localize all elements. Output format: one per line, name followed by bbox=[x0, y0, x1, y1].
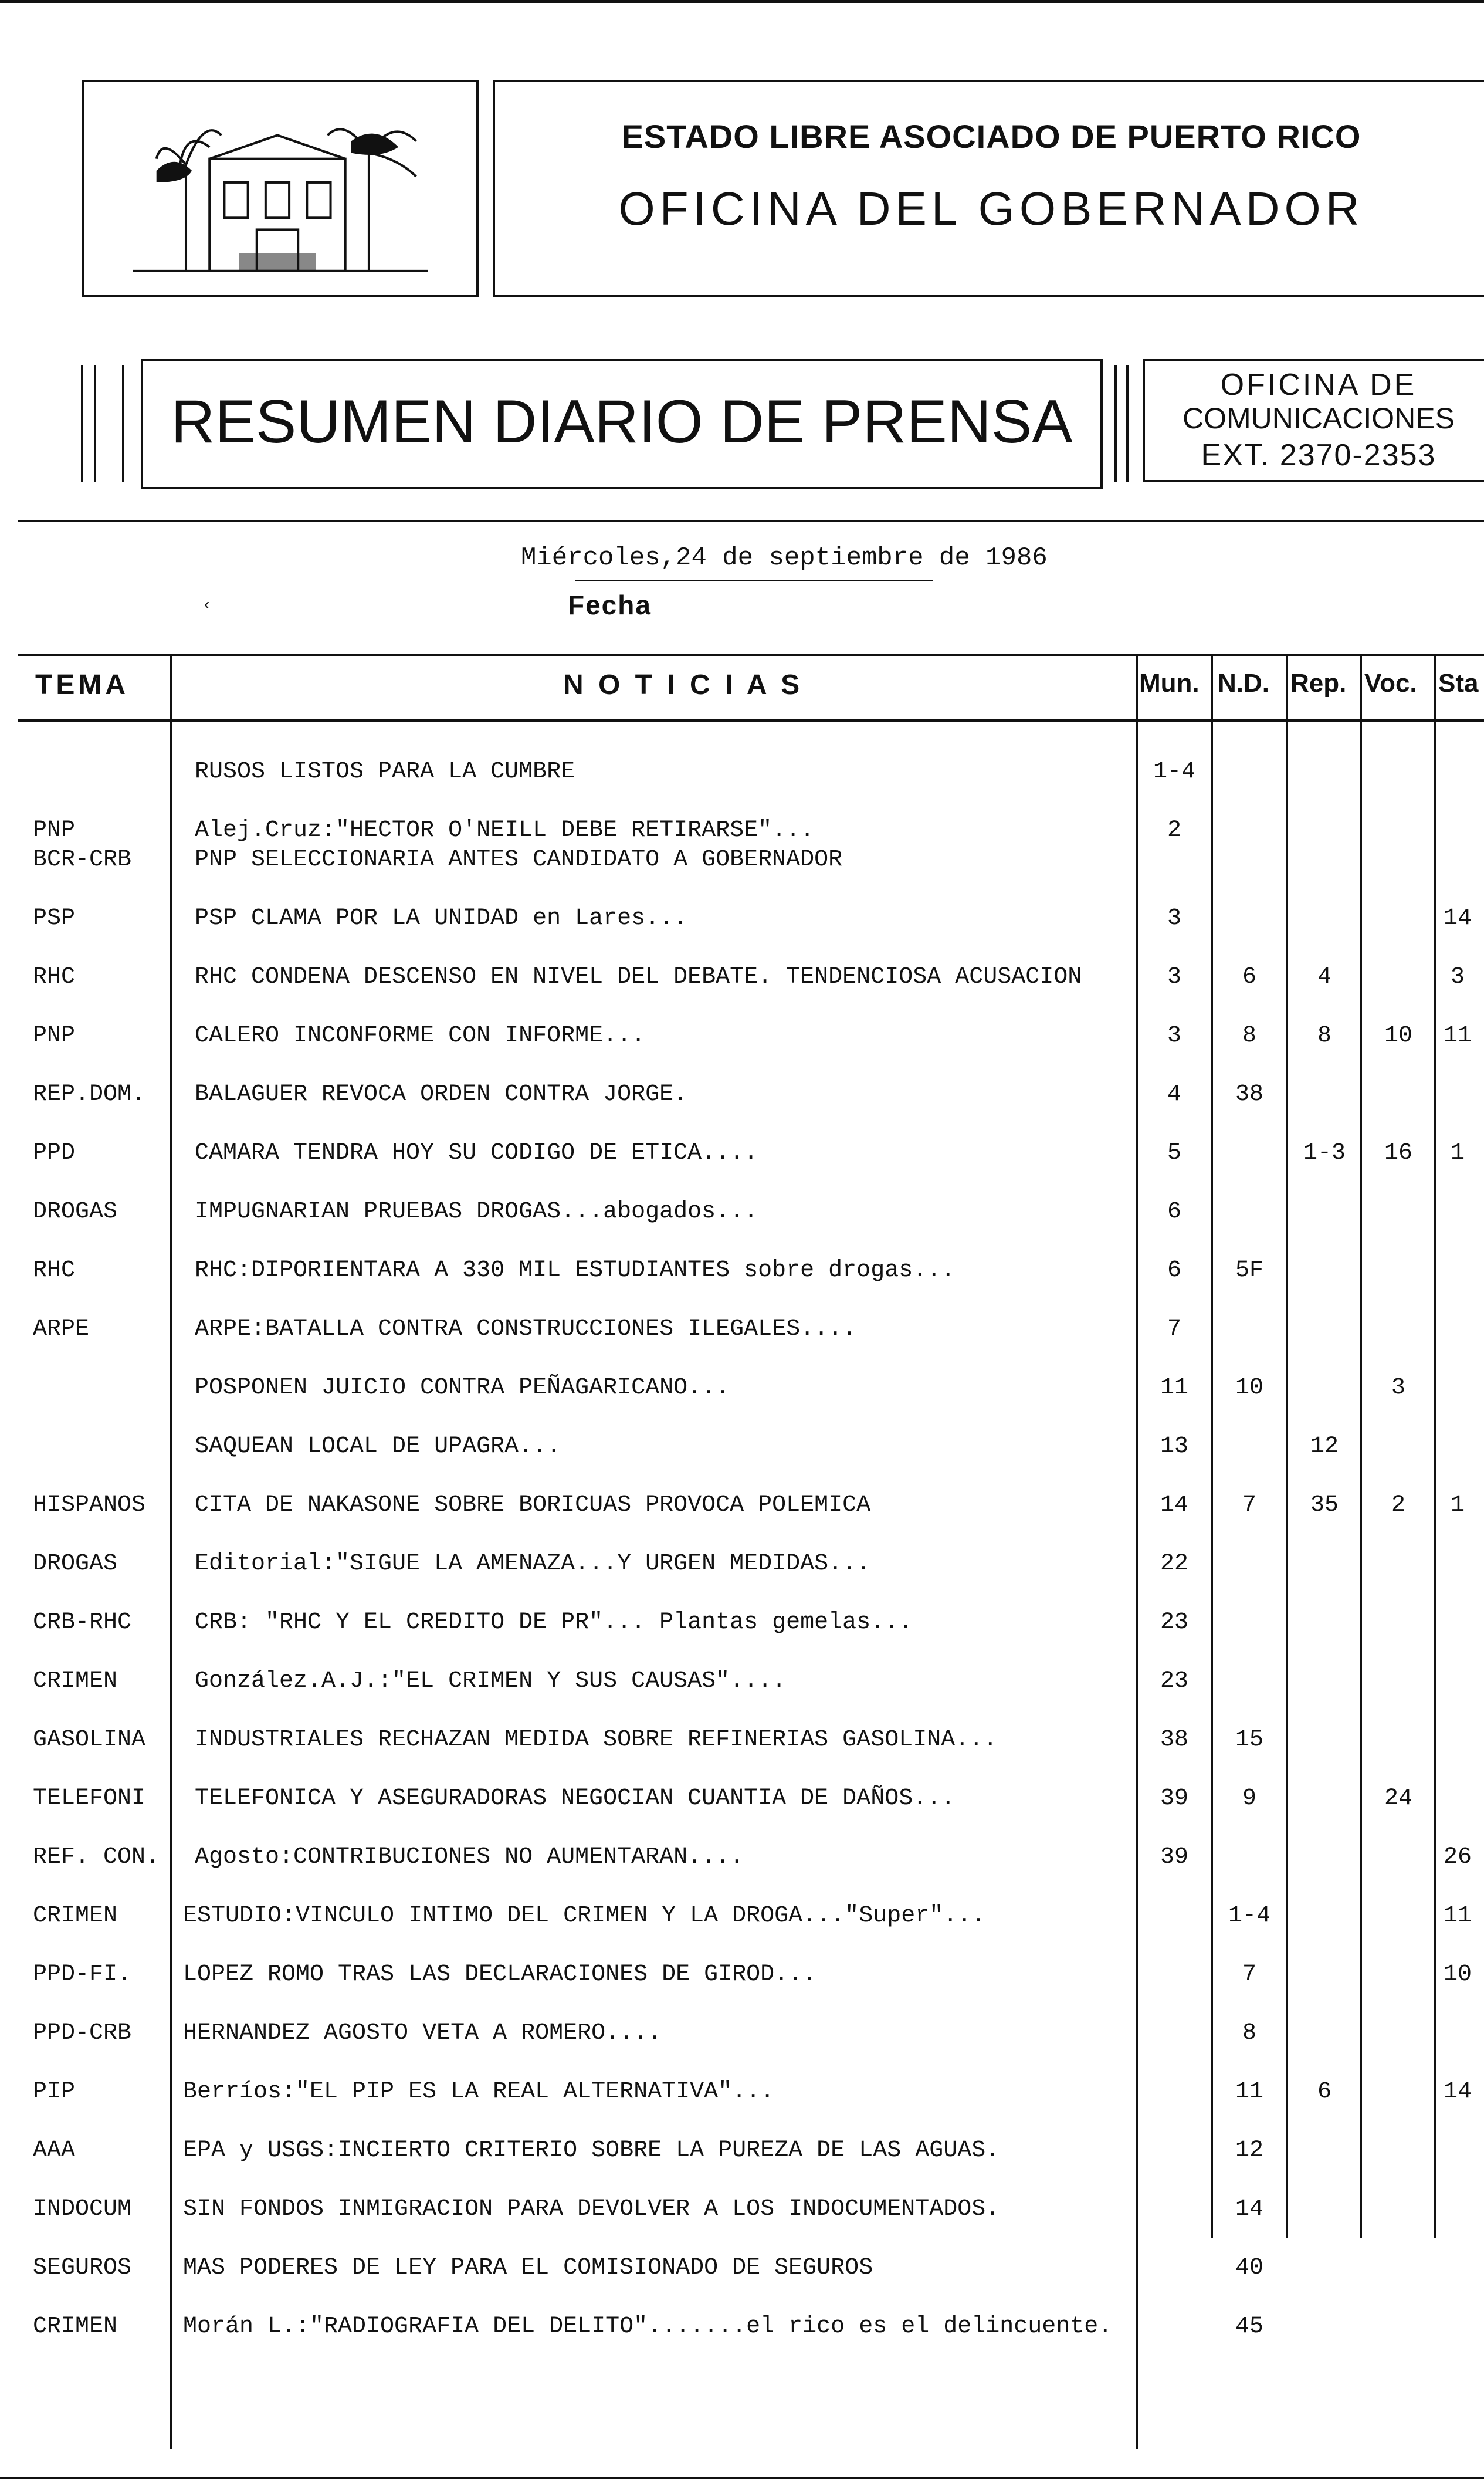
oficina-heading: OFICINA DEL GOBERNADOR bbox=[618, 182, 1364, 235]
row-mun: 13 bbox=[1160, 1433, 1188, 1460]
row-voc: 24 bbox=[1384, 1785, 1412, 1812]
row-sta: 11 bbox=[1443, 1023, 1472, 1049]
row-mun: 23 bbox=[1160, 1668, 1188, 1694]
row-tema: PNP bbox=[33, 817, 76, 844]
table-row bbox=[0, 1200, 1484, 1259]
row-tema: TELEFONI bbox=[33, 1785, 146, 1812]
row-voc: 3 bbox=[1391, 1375, 1405, 1401]
row-sta: 3 bbox=[1450, 964, 1465, 990]
row-noticia: CALERO INCONFORME CON INFORME... bbox=[195, 1023, 646, 1049]
title-rule-right-2 bbox=[1126, 365, 1129, 482]
row-noticia: RHC:DIPORIENTARA A 330 MIL ESTUDIANTES sobre drogas... bbox=[195, 1257, 956, 1284]
row-mun: 3 bbox=[1167, 964, 1181, 990]
row-tema: BCR-CRB bbox=[33, 847, 132, 873]
row-tema: GASOLINA bbox=[33, 1727, 146, 1753]
row-sta: 14 bbox=[1443, 2079, 1472, 2105]
table-row bbox=[0, 1142, 1484, 1200]
row-tema: CRIMEN bbox=[33, 2313, 118, 2340]
row-noticia: INDUSTRIALES RECHAZAN MEDIDA SOBRE REFINERIAS GASOLINA... bbox=[195, 1727, 998, 1753]
row-tema: SEGUROS bbox=[33, 2255, 132, 2281]
table-row bbox=[0, 1963, 1484, 2022]
comunicaciones-ext: EXT. 2370-2353 bbox=[1201, 438, 1436, 472]
row-noticia: SIN FONDOS INMIGRACION PARA DEVOLVER A LOS INDOCUMENTADOS. bbox=[183, 2196, 1000, 2222]
table-top-rule bbox=[18, 654, 1484, 656]
title-rule-left-3 bbox=[122, 365, 124, 482]
header-voc: Voc. bbox=[1364, 669, 1417, 698]
row-noticia: LOPEZ ROMO TRAS LAS DECLARACIONES DE GIROD... bbox=[183, 1961, 817, 1988]
row-noticia: PSP CLAMA POR LA UNIDAD en Lares... bbox=[195, 905, 688, 932]
row-nd: 15 bbox=[1235, 1727, 1263, 1753]
top-border bbox=[0, 0, 1484, 3]
row-noticia: MAS PODERES DE LEY PARA EL COMISIONADO DE SEGUROS bbox=[183, 2255, 873, 2281]
table-row bbox=[0, 1611, 1484, 1670]
row-nd: 9 bbox=[1242, 1785, 1256, 1812]
row-mun: 6 bbox=[1167, 1257, 1181, 1284]
row-mun: 3 bbox=[1167, 1023, 1181, 1049]
row-nd: 1-4 bbox=[1228, 1903, 1270, 1929]
row-tema: DROGAS bbox=[33, 1199, 118, 1225]
row-tema: DROGAS bbox=[33, 1551, 118, 1577]
row-noticia: IMPUGNARIAN PRUEBAS DROGAS...abogados... bbox=[195, 1199, 758, 1225]
row-sta: 11 bbox=[1443, 1903, 1472, 1929]
table-row bbox=[0, 2080, 1484, 2139]
estado-heading: ESTADO LIBRE ASOCIADO DE PUERTO RICO bbox=[621, 118, 1361, 155]
title-rule-right-1 bbox=[1114, 365, 1117, 482]
row-noticia: HERNANDEZ AGOSTO VETA A ROMERO.... bbox=[183, 2020, 662, 2046]
row-nd: 7 bbox=[1242, 1492, 1256, 1518]
comunicaciones-line-2: COMUNICACIONES bbox=[1183, 402, 1455, 435]
row-mun: 2 bbox=[1167, 817, 1181, 844]
row-tema: AAA bbox=[33, 2137, 76, 2164]
table-row bbox=[0, 1846, 1484, 1904]
row-nd: 14 bbox=[1235, 2196, 1263, 2222]
row-mun: 5 bbox=[1167, 1140, 1181, 1166]
row-tema: PNP bbox=[33, 1023, 76, 1049]
row-noticia: ARPE:BATALLA CONTRA CONSTRUCCIONES ILEGALES.... bbox=[195, 1316, 857, 1342]
table-row bbox=[0, 1728, 1484, 1787]
table-row bbox=[0, 1552, 1484, 1611]
table-row bbox=[0, 2315, 1484, 2374]
row-rep: 12 bbox=[1310, 1433, 1339, 1460]
row-nd: 6 bbox=[1242, 964, 1256, 990]
row-noticia: CRB: "RHC Y EL CREDITO DE PR"... Plantas gemelas... bbox=[195, 1609, 913, 1636]
header-mun: Mun. bbox=[1139, 669, 1200, 698]
row-tema: ARPE bbox=[33, 1316, 90, 1342]
row-nd: 7 bbox=[1242, 1961, 1256, 1988]
row-mun: 39 bbox=[1160, 1785, 1188, 1812]
row-noticia: CITA DE NAKASONE SOBRE BORICUAS PROVOCA POLEMICA bbox=[195, 1492, 871, 1518]
table-row bbox=[0, 2198, 1484, 2256]
row-tema: REF. CON. bbox=[33, 1844, 160, 1870]
row-rep: 6 bbox=[1317, 2079, 1331, 2105]
row-mun: 1-4 bbox=[1153, 759, 1195, 785]
stray-mark: ‹ bbox=[204, 595, 210, 613]
mansion-illustration-icon bbox=[120, 94, 441, 283]
comunicaciones-box bbox=[1143, 359, 1484, 482]
table-row bbox=[0, 1494, 1484, 1552]
row-nd: 10 bbox=[1235, 1375, 1263, 1401]
row-nd: 45 bbox=[1235, 2313, 1263, 2340]
row-tema: PPD bbox=[33, 1140, 76, 1166]
row-noticia: Berríos:"EL PIP ES LA REAL ALTERNATIVA"... bbox=[183, 2079, 775, 2105]
table-row bbox=[0, 966, 1484, 1024]
header-tema: TEMA bbox=[35, 669, 129, 701]
row-tema: PPD-FI. bbox=[33, 1961, 132, 1988]
table-row bbox=[0, 1435, 1484, 1494]
row-tema: RHC bbox=[33, 964, 76, 990]
row-mun: 6 bbox=[1167, 1199, 1181, 1225]
row-tema: HISPANOS bbox=[33, 1492, 146, 1518]
row-sta: 10 bbox=[1443, 1961, 1472, 1988]
row-mun: 14 bbox=[1160, 1492, 1188, 1518]
row-tema: CRIMEN bbox=[33, 1668, 118, 1694]
table-row bbox=[0, 2022, 1484, 2080]
header-rep: Rep. bbox=[1290, 669, 1347, 698]
table-row bbox=[0, 760, 1484, 819]
bottom-rule bbox=[0, 2477, 1484, 2479]
table-row bbox=[0, 1904, 1484, 1963]
row-noticia: POSPONEN JUICIO CONTRA PEÑAGARICANO... bbox=[195, 1375, 730, 1401]
row-sta: 1 bbox=[1450, 1140, 1465, 1166]
row-nd: 8 bbox=[1242, 2020, 1256, 2046]
date-label: Fecha bbox=[568, 590, 652, 620]
row-rep: 8 bbox=[1317, 1023, 1331, 1049]
row-noticia: CAMARA TENDRA HOY SU CODIGO DE ETICA.... bbox=[195, 1140, 758, 1166]
row-rep: 1-3 bbox=[1303, 1140, 1346, 1166]
table-row bbox=[0, 2256, 1484, 2315]
row-noticia: EPA y USGS:INCIERTO CRITERIO SOBRE LA PUREZA DE LAS AGUAS. bbox=[183, 2137, 1000, 2164]
row-tema: PPD-CRB bbox=[33, 2020, 132, 2046]
table-row bbox=[0, 1376, 1484, 1435]
header-banner bbox=[493, 80, 1484, 297]
row-mun: 38 bbox=[1160, 1727, 1188, 1753]
row-rep: 4 bbox=[1317, 964, 1331, 990]
header-noticias: N O T I C I A S bbox=[563, 669, 804, 701]
row-mun: 4 bbox=[1167, 1081, 1181, 1108]
row-voc: 10 bbox=[1384, 1023, 1412, 1049]
row-mun: 39 bbox=[1160, 1844, 1188, 1870]
table-row bbox=[0, 1083, 1484, 1142]
table-row bbox=[0, 1318, 1484, 1376]
row-noticia: Alej.Cruz:"HECTOR O'NEILL DEBE RETIRARSE"... bbox=[195, 817, 815, 844]
row-noticia: BALAGUER REVOCA ORDEN CONTRA JORGE. bbox=[195, 1081, 688, 1108]
table-row bbox=[0, 1787, 1484, 1846]
row-voc: 16 bbox=[1384, 1140, 1412, 1166]
title-rule-left-1 bbox=[81, 365, 83, 482]
row-tema: RHC bbox=[33, 1257, 76, 1284]
table-header-rule bbox=[18, 719, 1484, 722]
row-nd: 8 bbox=[1242, 1023, 1256, 1049]
comunicaciones-line-1: OFICINA DE bbox=[1220, 368, 1417, 402]
row-sta: 26 bbox=[1443, 1844, 1472, 1870]
table-row bbox=[0, 1670, 1484, 1728]
row-noticia: RUSOS LISTOS PARA LA CUMBRE bbox=[195, 759, 575, 785]
title-rule-left-2 bbox=[94, 365, 96, 482]
row-tema: PIP bbox=[33, 2079, 76, 2105]
title-box bbox=[141, 359, 1103, 489]
row-mun: 3 bbox=[1167, 905, 1181, 932]
row-rep: 35 bbox=[1310, 1492, 1339, 1518]
row-sta: 1 bbox=[1450, 1492, 1465, 1518]
row-sta: 14 bbox=[1443, 905, 1472, 932]
row-mun: 22 bbox=[1160, 1551, 1188, 1577]
row-mun: 11 bbox=[1160, 1375, 1188, 1401]
row-tema: CRIMEN bbox=[33, 1903, 118, 1929]
row-noticia: ESTUDIO:VINCULO INTIMO DEL CRIMEN Y LA DROGA..."Super"... bbox=[183, 1903, 986, 1929]
header-sta: Sta bbox=[1438, 669, 1479, 698]
row-noticia: Morán L.:"RADIOGRAFIA DEL DELITO".......el rico es el delincuente. bbox=[183, 2313, 1113, 2340]
table-row bbox=[0, 1024, 1484, 1083]
table-row bbox=[0, 1259, 1484, 1318]
row-noticia: PNP SELECCIONARIA ANTES CANDIDATO A GOBERNADOR bbox=[195, 847, 843, 873]
row-nd: 5F bbox=[1235, 1257, 1263, 1284]
row-noticia: Editorial:"SIGUE LA AMENAZA...Y URGEN MEDIDAS... bbox=[195, 1551, 871, 1577]
row-noticia: González.A.J.:"EL CRIMEN Y SUS CAUSAS".... bbox=[195, 1668, 787, 1694]
governor-house-logo bbox=[82, 80, 479, 297]
resumen-title: RESUMEN DIARIO DE PRENSA bbox=[171, 388, 1073, 456]
date-value: Miércoles,24 de septiembre de 1986 bbox=[521, 543, 1048, 573]
row-noticia: RHC CONDENA DESCENSO EN NIVEL DEL DEBATE. TENDENCIOSA ACUSACION bbox=[195, 964, 1082, 990]
row-nd: 40 bbox=[1235, 2255, 1263, 2281]
row-noticia: TELEFONICA Y ASEGURADORAS NEGOCIAN CUANTIA DE DAÑOS... bbox=[195, 1785, 956, 1812]
table-row bbox=[0, 2139, 1484, 2198]
row-nd: 38 bbox=[1235, 1081, 1263, 1108]
header-separator bbox=[18, 520, 1484, 522]
row-tema: INDOCUM bbox=[33, 2196, 132, 2222]
table-row bbox=[0, 848, 1484, 907]
table-row bbox=[0, 907, 1484, 966]
header-nd: N.D. bbox=[1218, 669, 1269, 698]
row-nd: 11 bbox=[1235, 2079, 1263, 2105]
row-voc: 2 bbox=[1391, 1492, 1405, 1518]
row-tema: CRB-RHC bbox=[33, 1609, 132, 1636]
row-mun: 7 bbox=[1167, 1316, 1181, 1342]
row-noticia: Agosto:CONTRIBUCIONES NO AUMENTARAN.... bbox=[195, 1844, 744, 1870]
row-mun: 23 bbox=[1160, 1609, 1188, 1636]
date-underline bbox=[575, 580, 933, 581]
row-tema: REP.DOM. bbox=[33, 1081, 146, 1108]
row-noticia: SAQUEAN LOCAL DE UPAGRA... bbox=[195, 1433, 561, 1460]
row-nd: 12 bbox=[1235, 2137, 1263, 2164]
row-tema: PSP bbox=[33, 905, 76, 932]
